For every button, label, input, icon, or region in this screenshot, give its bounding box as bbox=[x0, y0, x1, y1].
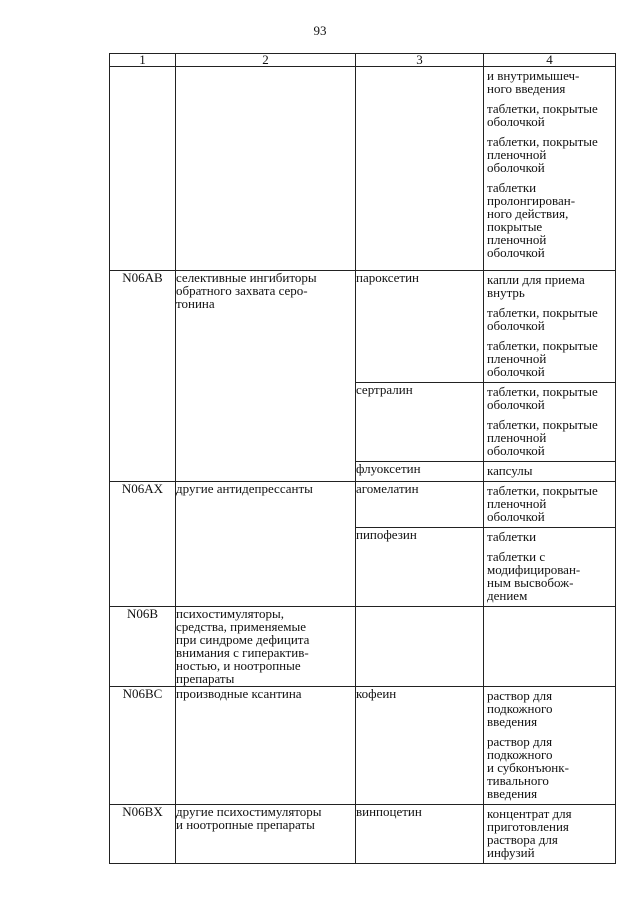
group-description-cell: психостимуляторы, средства, применяемые при синдроме дефицита внимания с гиперактив- ностью, и ноотропные препараты bbox=[176, 607, 356, 687]
table-row bbox=[110, 607, 616, 687]
dosage-form: капсулы bbox=[487, 463, 533, 478]
column-header-row bbox=[110, 54, 616, 67]
dosage-form: таблетки, покрытые пленочной оболочкой bbox=[487, 134, 598, 175]
dosage-form: капли для приема внутрь bbox=[487, 272, 585, 300]
dosage-form: таблетки bbox=[487, 529, 537, 544]
table-row bbox=[110, 271, 616, 383]
dosage-form: и внутримышеч- ного введения bbox=[487, 68, 580, 96]
dosage-forms-cell bbox=[484, 462, 616, 482]
drug-name-cell: пароксетин bbox=[356, 271, 484, 383]
dosage-form: таблетки с модифицирован- ным высвобож- дением bbox=[487, 549, 581, 603]
dosage-forms-cell bbox=[484, 271, 616, 383]
page-number: 93 bbox=[313, 23, 327, 38]
dosage-form: таблетки, покрытые оболочкой bbox=[487, 305, 598, 333]
drug-name-cell: винпоцетин bbox=[356, 805, 484, 864]
atc-code-cell: N06BX bbox=[110, 805, 176, 864]
atc-code-cell: N06B bbox=[110, 607, 176, 687]
dosage-forms-cell bbox=[484, 607, 616, 687]
group-description-cell: другие антидепрессанты bbox=[176, 482, 356, 607]
dosage-forms-cell bbox=[484, 805, 616, 864]
drug-name-cell: пипофезин bbox=[356, 528, 484, 607]
group-description-cell: производные ксантина bbox=[176, 687, 356, 805]
group-description-cell: селективные ингибиторы обратного захвата серо- тонина bbox=[176, 271, 356, 482]
continuation-row bbox=[110, 67, 616, 271]
continuation-code-cell bbox=[110, 67, 176, 271]
continuation-description-cell bbox=[176, 67, 356, 271]
dosage-forms-cell bbox=[484, 528, 616, 607]
atc-code-cell: N06AX bbox=[110, 482, 176, 607]
continuation-forms-cell bbox=[484, 67, 616, 271]
dosage-form: таблетки, покрытые оболочкой bbox=[487, 101, 598, 129]
atc-code-cell: N06AB bbox=[110, 271, 176, 482]
drug-name-cell: сертралин bbox=[356, 383, 484, 462]
drug-name-cell bbox=[356, 607, 484, 687]
dosage-form: раствор для подкожного и субконъюнк- тивального введения bbox=[487, 734, 569, 801]
dosage-form: раствор для подкожного введения bbox=[487, 688, 553, 729]
dosage-form: таблетки, покрытые пленочной оболочкой bbox=[487, 338, 598, 379]
drug-name-cell: флуоксетин bbox=[356, 462, 484, 482]
column-header-4: 4 bbox=[484, 54, 616, 67]
dosage-form: концентрат для приготовления раствора для инфузий bbox=[487, 806, 572, 860]
atc-code-cell: N06BC bbox=[110, 687, 176, 805]
group-description-cell: другие психостимуляторы и ноотропные препараты bbox=[176, 805, 356, 864]
dosage-forms-cell bbox=[484, 383, 616, 462]
drug-name-cell: кофеин bbox=[356, 687, 484, 805]
dosage-form: таблетки, покрытые пленочной оболочкой bbox=[487, 483, 598, 524]
dosage-form: таблетки, покрытые оболочкой bbox=[487, 384, 598, 412]
table-row bbox=[110, 805, 616, 864]
column-header-3: 3 bbox=[356, 54, 484, 67]
dosage-form: таблетки, покрытые пленочной оболочкой bbox=[487, 417, 598, 458]
table-row bbox=[110, 687, 616, 805]
column-header-2: 2 bbox=[176, 54, 356, 67]
drug-table bbox=[109, 53, 616, 864]
drug-name-cell: агомелатин bbox=[356, 482, 484, 528]
continuation-drug-cell bbox=[356, 67, 484, 271]
dosage-forms-cell bbox=[484, 482, 616, 528]
column-header-1: 1 bbox=[110, 54, 176, 67]
table-row bbox=[110, 482, 616, 528]
dosage-forms-cell bbox=[484, 687, 616, 805]
dosage-form: таблетки пролонгирован- ного действия, покрытые пленочной оболочкой bbox=[487, 180, 576, 260]
